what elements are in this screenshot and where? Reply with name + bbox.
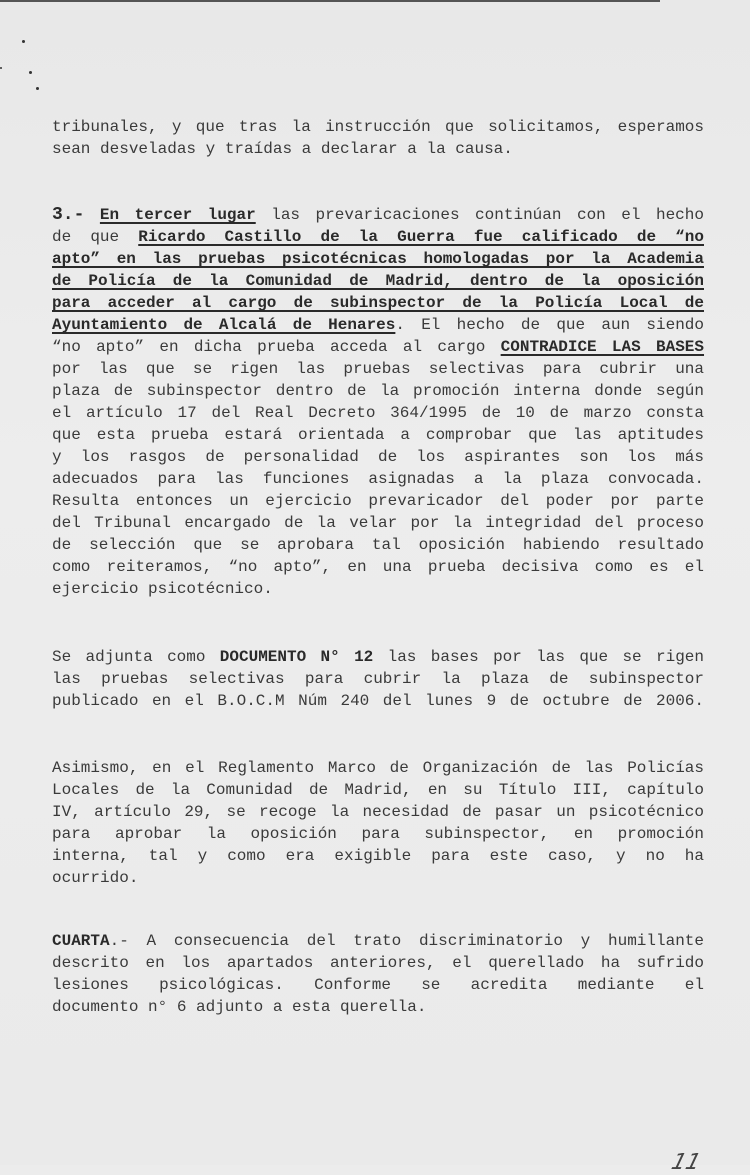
scan-speck	[29, 71, 32, 74]
text-line	[52, 646, 704, 668]
text-line: las pruebas selectivas para cubrir la plaza de subinspector	[52, 670, 704, 688]
text-line: Resulta entonces un ejercicio prevaricador del poder por parte	[52, 492, 704, 510]
text-line: del Tribunal encargado de la velar por la integridad del proceso	[52, 514, 704, 532]
text-line: sean desveladas y traídas a declarar a la causa.	[52, 140, 513, 158]
page-top-edge	[0, 0, 660, 2]
text-line: interna, tal y como era exigible para este caso, y no ha	[52, 847, 704, 865]
text-line: descrito en los apartados anteriores, el querellado ha sufrido	[52, 954, 704, 972]
bold-text: DOCUMENTO N° 12	[219, 648, 374, 666]
text-line	[52, 930, 704, 952]
text-line	[52, 292, 704, 314]
text-line: por las que se rigen las pruebas selectivas para cubrir una	[52, 360, 704, 378]
bold-underlined-text: para acceder al cargo de subinspector de la Policía Local de	[52, 294, 704, 312]
bold-underlined-text: CONTRADICE LAS BASES	[500, 338, 705, 356]
text-line: como reiteramos, “no apto”, en una prueba decisiva como es el	[52, 558, 704, 576]
bold-underlined-text: de Policía de la Comunidad de Madrid, dentro de la oposición	[52, 272, 704, 290]
text-line: Asimismo, en el Reglamento Marco de Organización de las Policías	[52, 759, 704, 777]
item-number: 3.-	[52, 205, 85, 225]
scan-speck	[22, 40, 25, 43]
text-span: las bases por las que se rigen	[373, 648, 704, 666]
text-line: publicado en el B.O.C.M Núm 240 del lunes 9 de octubre de 2006.	[52, 692, 704, 710]
text-span: “no apto” en dicha prueba acceda al cargo	[52, 338, 501, 356]
text-line: ejercicio psicotécnico.	[52, 580, 273, 598]
bold-underlined-text: Ricardo Castillo de la Guerra fue calificado de “no	[138, 228, 704, 246]
bold-underlined-text: En tercer lugar	[99, 206, 256, 224]
text-line	[52, 226, 704, 248]
section-heading: CUARTA	[52, 932, 110, 950]
text-line: Locales de la Comunidad de Madrid, en su Título III, capítulo	[52, 781, 704, 799]
text-line	[52, 204, 704, 226]
text-line	[52, 270, 704, 292]
handwritten-page-number: 11	[668, 1150, 704, 1175]
text-line: plaza de subinspector dentro de la promoción interna donde según	[52, 382, 704, 400]
text-line: para aprobar la oposición para subinspector, en promoción	[52, 825, 704, 843]
text-line: y los rasgos de personalidad de los aspirantes son los más	[52, 448, 704, 466]
bold-underlined-text: apto” en las pruebas psicotécnicas homologadas por la Academia	[52, 250, 704, 268]
text-line: adecuados para las funciones asignadas a la plaza convocada.	[52, 470, 704, 488]
text-line	[52, 314, 704, 336]
text-span: .- A consecuencia del trato discriminatorio y humillante	[109, 932, 704, 950]
text-line	[52, 248, 704, 270]
text-line: lesiones psicológicas. Conforme se acredita mediante el	[52, 976, 704, 994]
text-span: de que	[52, 228, 139, 246]
text-span: Se adjunta como	[52, 648, 220, 666]
bold-underlined-text: Ayuntamiento de Alcalá de Henares	[52, 316, 396, 334]
text-line: el artículo 17 del Real Decreto 364/1995 de 10 de marzo consta	[52, 404, 704, 422]
text-line	[52, 336, 704, 358]
paragraph-continuation	[52, 116, 704, 160]
scan-speck	[0, 67, 2, 69]
text-span: las prevaricaciones continúan con el hecho	[255, 206, 704, 224]
text-line: documento n° 6 adjunto a esta querella.	[52, 998, 427, 1016]
paragraph-tercer-lugar	[52, 204, 704, 600]
paragraph-cuarta	[52, 930, 704, 1018]
text-line: IV, artículo 29, se recoge la necesidad de pasar un psicotécnico	[52, 803, 704, 821]
text-line: que esta prueba estará orientada a comprobar que las aptitudes	[52, 426, 704, 444]
paragraph-asimismo	[52, 757, 704, 889]
scan-speck	[36, 87, 39, 90]
text-line: ocurrido.	[52, 869, 139, 887]
text-line: tribunales, y que tras la instrucción que solicitamos, esperamos	[52, 118, 704, 136]
paragraph-documento-12	[52, 646, 704, 712]
text-span: . El hecho de que aun siendo	[395, 316, 704, 334]
text-line: de selección que se aprobara tal oposición habiendo resultado	[52, 536, 704, 554]
